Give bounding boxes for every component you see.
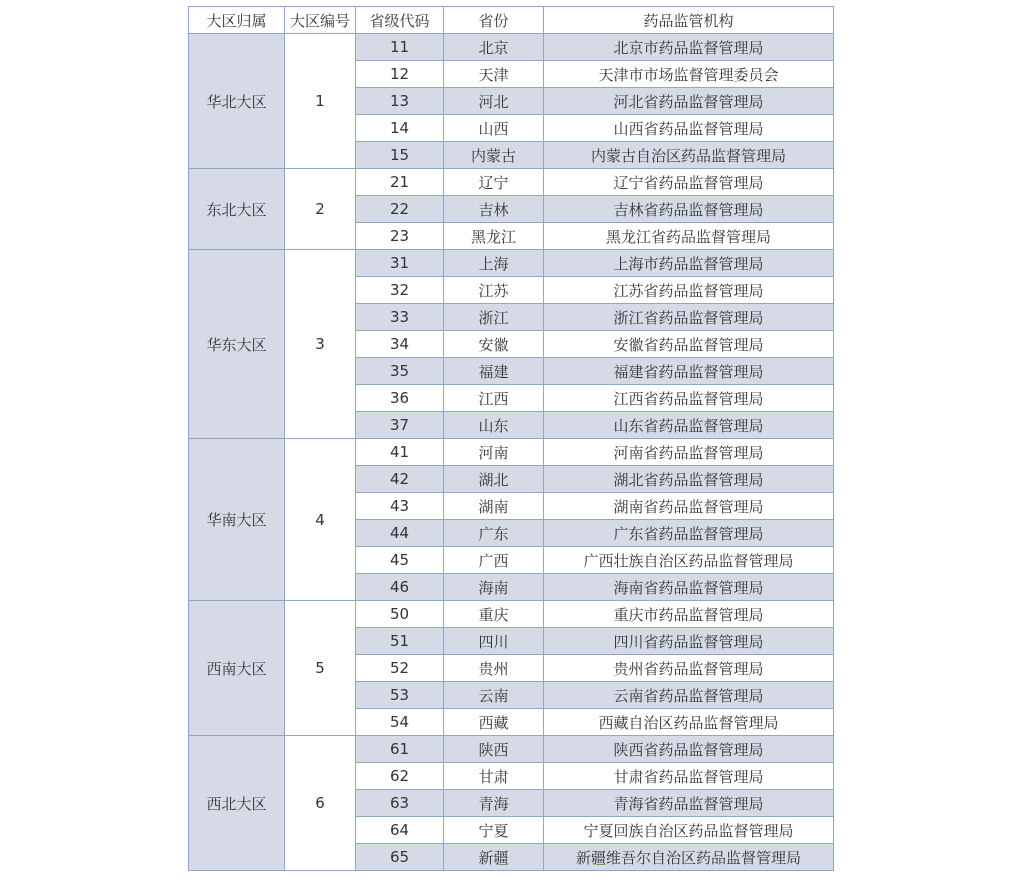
- agency-cell: 北京市药品监督管理局: [544, 34, 834, 61]
- province-cell: 河北: [444, 88, 544, 115]
- header-province: 省份: [444, 7, 544, 34]
- header-province-code: 省级代码: [356, 7, 444, 34]
- province-code-cell: 41: [356, 439, 444, 466]
- province-cell: 黑龙江: [444, 223, 544, 250]
- region-name-cell: 东北大区: [189, 169, 285, 250]
- province-cell: 河南: [444, 439, 544, 466]
- table-row: [189, 169, 834, 196]
- province-code-cell: 42: [356, 466, 444, 493]
- province-cell: 湖北: [444, 466, 544, 493]
- header-row: [189, 7, 834, 34]
- province-code-cell: 53: [356, 682, 444, 709]
- province-code-cell: 34: [356, 331, 444, 358]
- region-number-cell: 3: [285, 250, 356, 439]
- province-code-cell: 43: [356, 493, 444, 520]
- province-code-cell: 52: [356, 655, 444, 682]
- agency-cell: 内蒙古自治区药品监督管理局: [544, 142, 834, 169]
- region-name-cell: 西南大区: [189, 601, 285, 736]
- agency-cell: 新疆维吾尔自治区药品监督管理局: [544, 844, 834, 871]
- agency-cell: 浙江省药品监督管理局: [544, 304, 834, 331]
- province-code-cell: 22: [356, 196, 444, 223]
- province-cell: 宁夏: [444, 817, 544, 844]
- province-cell: 江西: [444, 385, 544, 412]
- province-code-cell: 63: [356, 790, 444, 817]
- province-cell: 陕西: [444, 736, 544, 763]
- province-code-cell: 15: [356, 142, 444, 169]
- agency-cell: 黑龙江省药品监督管理局: [544, 223, 834, 250]
- province-code-cell: 62: [356, 763, 444, 790]
- region-name-cell: 华北大区: [189, 34, 285, 169]
- province-cell: 辽宁: [444, 169, 544, 196]
- province-cell: 广西: [444, 547, 544, 574]
- province-cell: 江苏: [444, 277, 544, 304]
- province-cell: 新疆: [444, 844, 544, 871]
- agency-cell: 河北省药品监督管理局: [544, 88, 834, 115]
- agency-cell: 宁夏回族自治区药品监督管理局: [544, 817, 834, 844]
- province-code-cell: 46: [356, 574, 444, 601]
- province-cell: 湖南: [444, 493, 544, 520]
- regional-agency-table: [188, 6, 834, 871]
- province-cell: 山东: [444, 412, 544, 439]
- header-agency: 药品监管机构: [544, 7, 834, 34]
- agency-cell: 山东省药品监督管理局: [544, 412, 834, 439]
- header-region-number: 大区编号: [285, 7, 356, 34]
- table-row: [189, 439, 834, 466]
- province-code-cell: 37: [356, 412, 444, 439]
- agency-cell: 陕西省药品监督管理局: [544, 736, 834, 763]
- agency-cell: 辽宁省药品监督管理局: [544, 169, 834, 196]
- province-cell: 内蒙古: [444, 142, 544, 169]
- region-number-cell: 2: [285, 169, 356, 250]
- province-cell: 浙江: [444, 304, 544, 331]
- agency-cell: 云南省药品监督管理局: [544, 682, 834, 709]
- region-name-cell: 西北大区: [189, 736, 285, 871]
- province-code-cell: 11: [356, 34, 444, 61]
- province-cell: 四川: [444, 628, 544, 655]
- province-code-cell: 44: [356, 520, 444, 547]
- province-cell: 贵州: [444, 655, 544, 682]
- province-code-cell: 65: [356, 844, 444, 871]
- province-code-cell: 50: [356, 601, 444, 628]
- province-cell: 天津: [444, 61, 544, 88]
- province-cell: 西藏: [444, 709, 544, 736]
- agency-cell: 湖南省药品监督管理局: [544, 493, 834, 520]
- province-code-cell: 64: [356, 817, 444, 844]
- province-cell: 安徽: [444, 331, 544, 358]
- province-cell: 上海: [444, 250, 544, 277]
- province-cell: 吉林: [444, 196, 544, 223]
- province-code-cell: 35: [356, 358, 444, 385]
- province-code-cell: 54: [356, 709, 444, 736]
- region-number-cell: 1: [285, 34, 356, 169]
- region-number-cell: 6: [285, 736, 356, 871]
- province-cell: 青海: [444, 790, 544, 817]
- regional-agency-table-container: [188, 6, 834, 871]
- province-code-cell: 31: [356, 250, 444, 277]
- agency-cell: 四川省药品监督管理局: [544, 628, 834, 655]
- table-body: [189, 34, 834, 871]
- province-cell: 福建: [444, 358, 544, 385]
- header-region: 大区归属: [189, 7, 285, 34]
- province-code-cell: 14: [356, 115, 444, 142]
- province-cell: 北京: [444, 34, 544, 61]
- agency-cell: 湖北省药品监督管理局: [544, 466, 834, 493]
- agency-cell: 江西省药品监督管理局: [544, 385, 834, 412]
- province-code-cell: 36: [356, 385, 444, 412]
- region-name-cell: 华东大区: [189, 250, 285, 439]
- province-code-cell: 33: [356, 304, 444, 331]
- agency-cell: 重庆市药品监督管理局: [544, 601, 834, 628]
- province-cell: 海南: [444, 574, 544, 601]
- province-code-cell: 32: [356, 277, 444, 304]
- region-number-cell: 5: [285, 601, 356, 736]
- table-row: [189, 736, 834, 763]
- table-row: [189, 601, 834, 628]
- table-header: [189, 7, 834, 34]
- province-code-cell: 45: [356, 547, 444, 574]
- province-cell: 山西: [444, 115, 544, 142]
- province-code-cell: 61: [356, 736, 444, 763]
- agency-cell: 吉林省药品监督管理局: [544, 196, 834, 223]
- province-cell: 云南: [444, 682, 544, 709]
- agency-cell: 甘肃省药品监督管理局: [544, 763, 834, 790]
- table-row: [189, 34, 834, 61]
- table-row: [189, 250, 834, 277]
- agency-cell: 青海省药品监督管理局: [544, 790, 834, 817]
- agency-cell: 安徽省药品监督管理局: [544, 331, 834, 358]
- region-name-cell: 华南大区: [189, 439, 285, 601]
- province-code-cell: 13: [356, 88, 444, 115]
- province-cell: 甘肃: [444, 763, 544, 790]
- agency-cell: 天津市市场监督管理委员会: [544, 61, 834, 88]
- agency-cell: 贵州省药品监督管理局: [544, 655, 834, 682]
- province-cell: 广东: [444, 520, 544, 547]
- agency-cell: 广东省药品监督管理局: [544, 520, 834, 547]
- province-code-cell: 51: [356, 628, 444, 655]
- agency-cell: 江苏省药品监督管理局: [544, 277, 834, 304]
- province-code-cell: 21: [356, 169, 444, 196]
- agency-cell: 海南省药品监督管理局: [544, 574, 834, 601]
- agency-cell: 福建省药品监督管理局: [544, 358, 834, 385]
- agency-cell: 上海市药品监督管理局: [544, 250, 834, 277]
- region-number-cell: 4: [285, 439, 356, 601]
- province-code-cell: 12: [356, 61, 444, 88]
- province-cell: 重庆: [444, 601, 544, 628]
- agency-cell: 广西壮族自治区药品监督管理局: [544, 547, 834, 574]
- agency-cell: 山西省药品监督管理局: [544, 115, 834, 142]
- agency-cell: 西藏自治区药品监督管理局: [544, 709, 834, 736]
- province-code-cell: 23: [356, 223, 444, 250]
- agency-cell: 河南省药品监督管理局: [544, 439, 834, 466]
